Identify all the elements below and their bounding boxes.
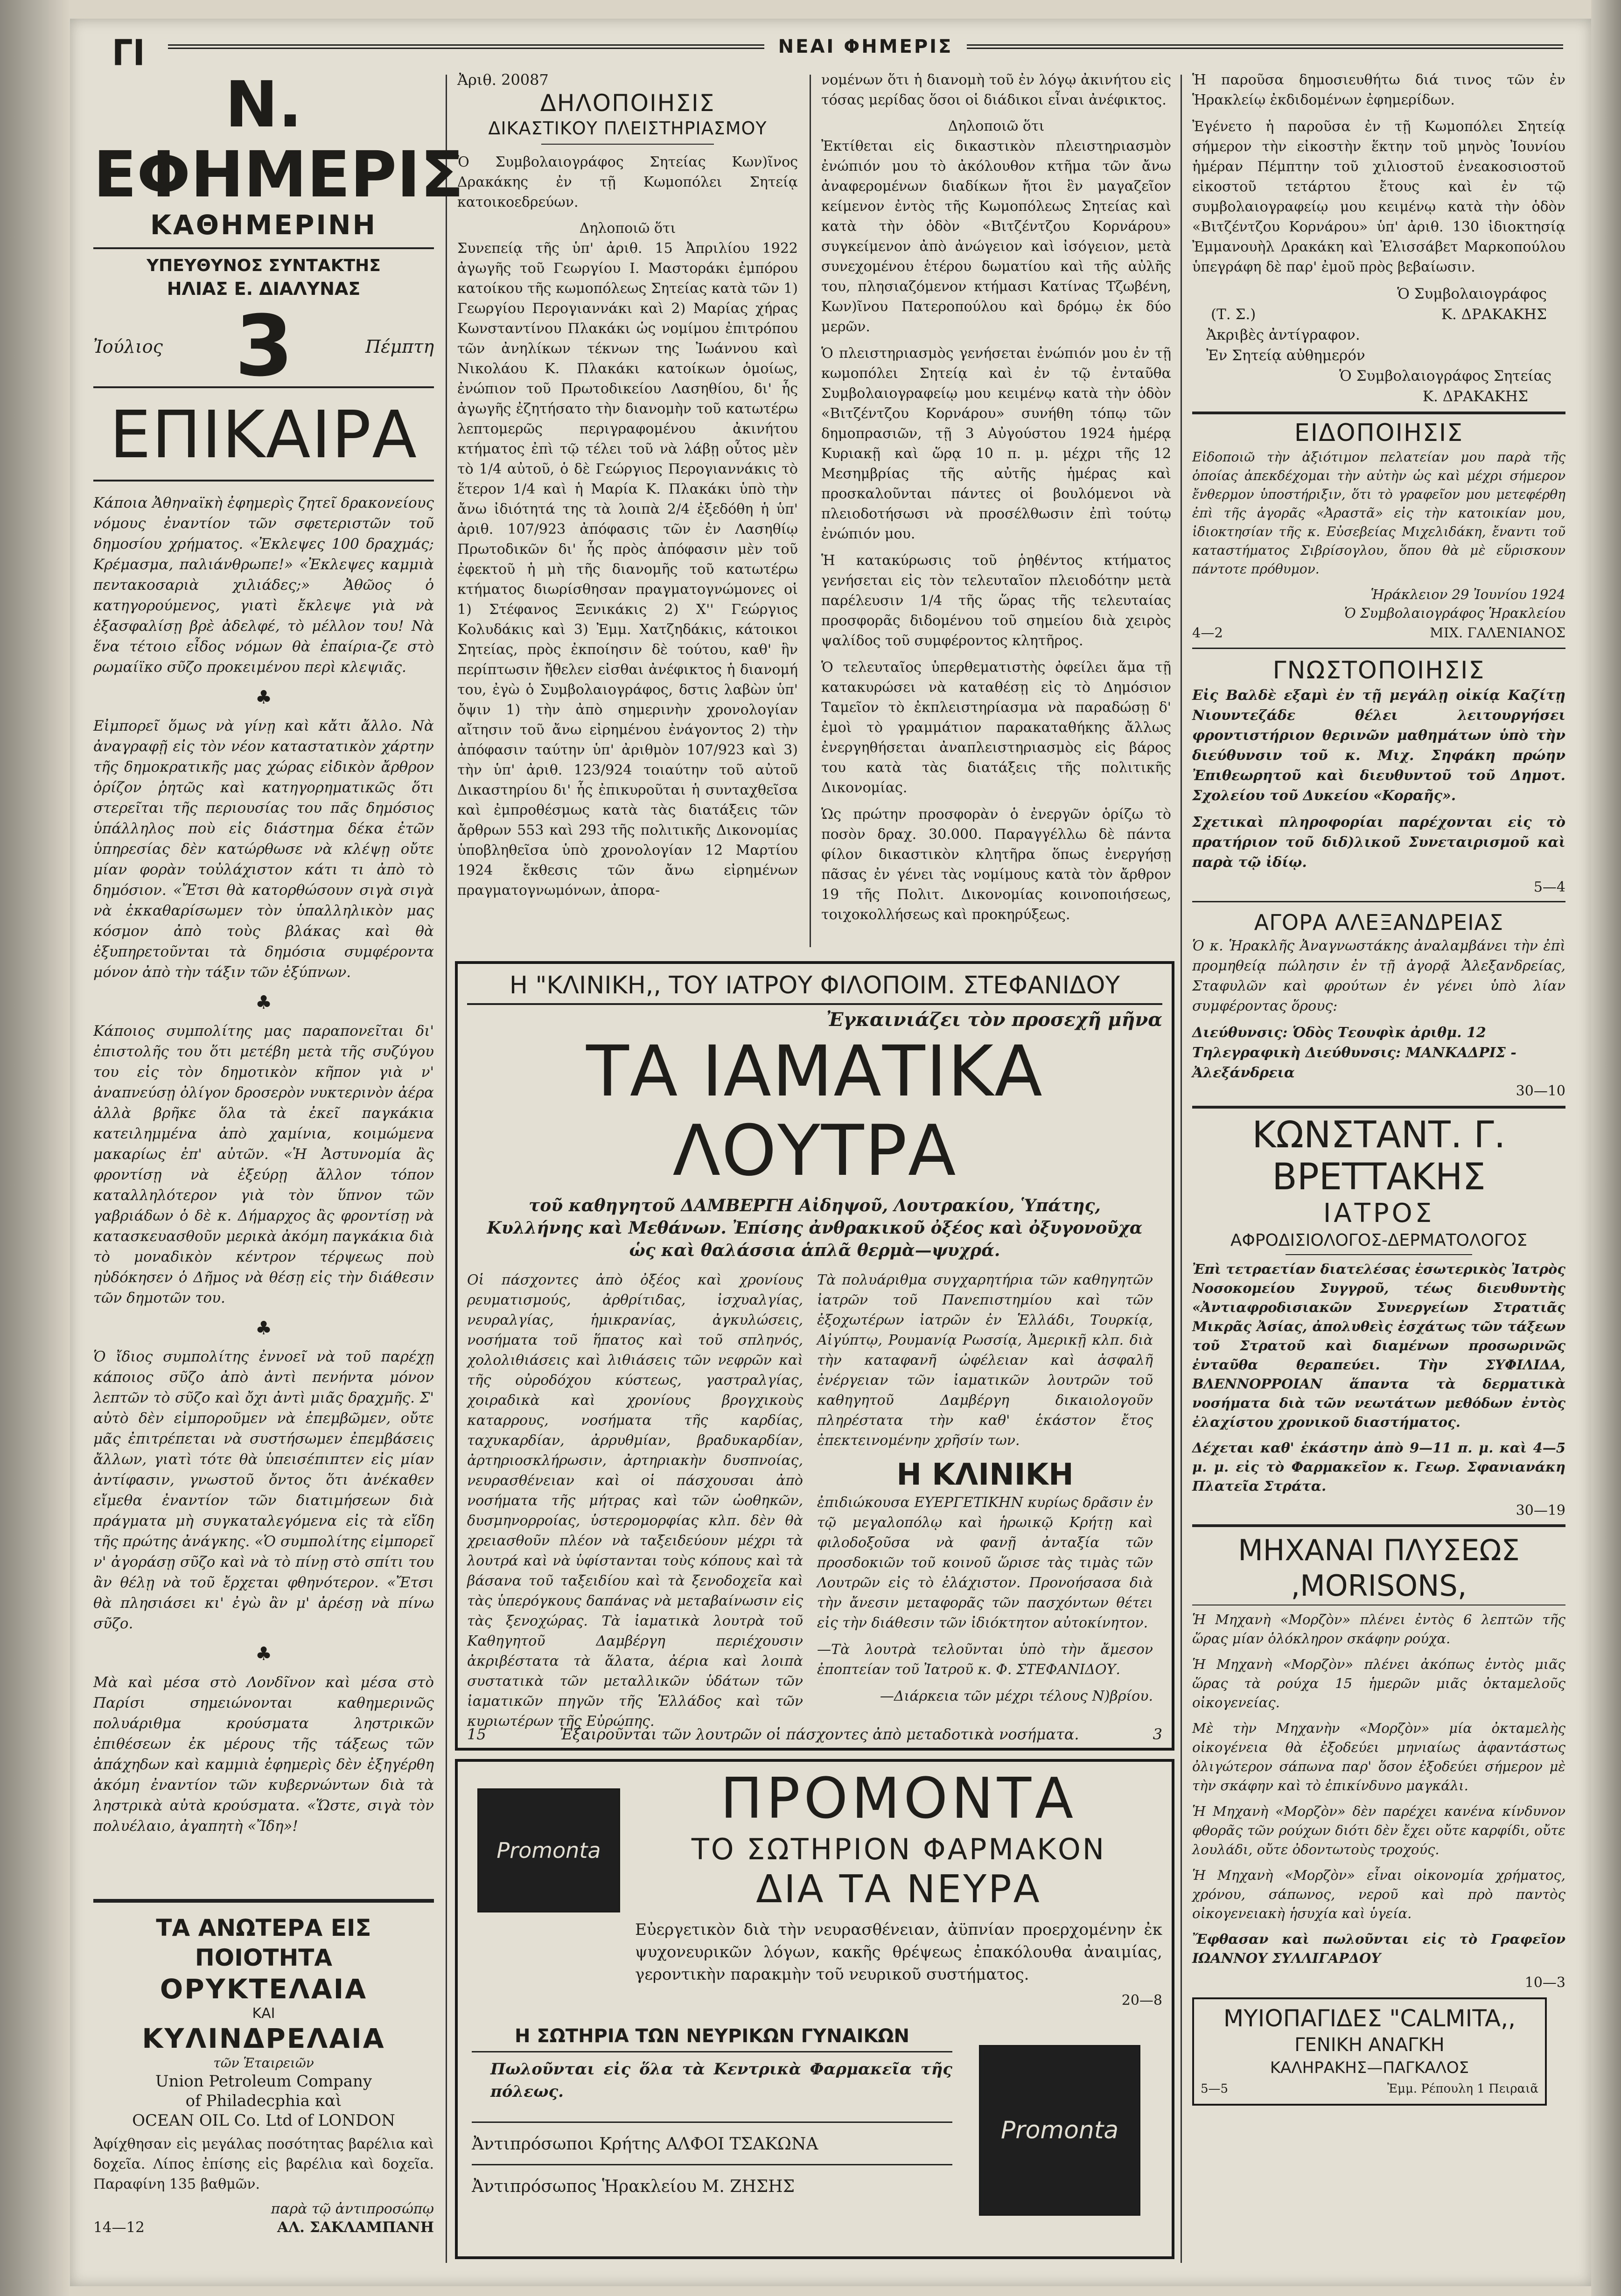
oil-and: ΚΑΙ	[252, 2005, 275, 2022]
signature-1	[1192, 304, 1565, 325]
eidopoiisis-text: Εἰδοποιῶ τὴν ἀξιότιμον πελατείαν μου παρὰ τῆς ὁποίας ἀπεκδέχομαι τὴν αὐτὴν ὡς καὶ μέχρι σήμερον ἔνθερμον ὑποστήριξιν, ὅτι τὸ γραφεῖον μου μετεφέρθη ἐπὶ τῆς ἀγορᾶς «Ἀραστᾶ» εἰς τὴν κατοικίαν μου, ἰδιοκτησίαν τῆς κ. Εὐσεβείας Μιχελιδάκη, ἔναντι τοῦ καταστήματος Σιβρίσογλου, ὅπου θὰ μὲ εὕρισκουν πάντοτε πρόθυμον.	[1192, 449, 1565, 577]
oil-code: 14—12	[93, 2219, 145, 2236]
oil-agent-label: παρὰ τῷ ἀντιπροσώπῳ	[271, 2201, 434, 2217]
gnostopoiisis-title: ΓΝΩΣΤΟΠΟΙΗΣΙΣ	[1272, 656, 1485, 684]
club-ornament: ♣	[255, 992, 272, 1013]
alexandria-text: Ὁ κ. Ἡρακλῆς Ἀναγνωστάκης ἀναλαμβάνει τὴν ἐπὶ προμηθείᾳ πώλησιν ἐν τῇ ἀγορᾷ Ἀλεξανδρείας, Σταφυλῶν καὶ φρούτων ἐν γένει ὑπὸ λίαν συμφέροντας ὅρους:	[1192, 938, 1565, 1014]
notice-declares-2: Δηλοποιῶ ὅτι	[948, 118, 1045, 134]
column-1	[93, 68, 464, 1843]
rule	[1192, 648, 1565, 649]
calmita-address: Ἐμμ. Ρέπουλη 1 Πειραιᾶ	[1387, 2082, 1538, 2096]
paper-name: Ν. ΕΦΗΜΕΡΙΣ	[93, 68, 464, 212]
oil-heading: ΤΑ ΑΝΩΤΕΡΑ ΕΙΣ ΠΟΙΟΤΗΤΑ	[156, 1914, 371, 1971]
date-month: Ἰούλιος	[93, 336, 163, 357]
column-rule-3	[1181, 75, 1182, 2263]
washing-machine-point-3: Μὲ τὴν Μηχανὴν «Μορζὸν» μία ὀκταμελὴς οἰκογένεια θὰ ἐξοδεύει μηνιαίως ἀφαντάστως ὀλιγώτερον σάπωνα παρ' ὅσον ἐξοδεύει σήμερον μὲ τὴν σκάφην καὶ τὸ ἐπικίνδυνο μαγκάλι.	[1192, 1720, 1565, 1794]
washing-machine-sale: Ἔφθασαν καὶ πωλοῦνται εἰς τὸ Γραφεῖον ΙΩΑΝΝΟΥ ΣΥΛΛΙΓΑΡΔΟΥ	[1192, 1931, 1565, 1966]
column-3	[821, 70, 1171, 931]
epikaira-paragraph-1: Κάποια Ἀθηναϊκὴ ἐφημερὶς ζητεῖ δρακονείους νόμους ἐναντίον τῶν σφετεριστῶν τοῦ δημοσίου χρήματος. «Ἐκλεψες 100 δραχμάς; Κρέμασμα, παλιάνθρωπε!» «Ἐκλεψες καμμιὰ πεντακοσαριὰ χιλιάδες;» Ἀθῶος ὁ κατηγορούμενος, γιατὶ ἔκλεψε γιὰ νὰ ἐξασφαλίσῃ βρὲ ἀδελφέ, τὸ μέλλον του! Νὰ ἕνα τέτοιο εἶδος νόμων θὰ ἐπαίρια-ζε στὸ ρωμαίϊκο σῦζο προκειμένου περὶ κλεψιᾶς.	[93, 495, 434, 676]
clinic-footer-code: 3	[1153, 1725, 1162, 1743]
promonta-advertisement	[455, 1759, 1174, 2259]
column-rule-1	[446, 75, 447, 2263]
eidopoiisis-date: Ἡράκλειον 29 Ἰουνίου 1924	[1370, 586, 1565, 602]
rule	[467, 1003, 1162, 1005]
epikaira-paragraph-5: Μὰ καὶ μέσα στὸ Λονδῖνον καὶ μέσα στὸ Παρίσι σημειώνονται καθημερινῶς πολυάριθμα κρούσματα ληστρικῶν ἐπιθέσεων ἐκ μέρους τῆς τάξεως τῶν ἀπάχηδων καὶ καμμιὰ ἐφημερὶς δὲν ἐξηγέρθη ἀκόμη ἐναντίον τῶν κυβερνώντων διὰ τὰ ληστρικὰ αὐτὰ κρούσματα. «Ὥστε, σιγὰ τὸν πολυέλαιο, ἀγαπητὴ «Ἴδη»!	[93, 1674, 434, 1835]
masthead-title: ΝΕΑΙ ΦΗΜΕΡΙΣ	[778, 36, 953, 57]
notice-closing: Ἐγένετο ἡ παροῦσα ἐν τῇ Κωμοπόλει Σητείᾳ σήμερον τὴν εἰκοστὴν ἕκτην τοῦ μηνὸς Ἰουνίου ἡμέραν Πέμπτην τοῦ χιλιοστοῦ ἐνεακοσιοστοῦ εἰκοστοῦ τετάρτου ἔτους καὶ ἐν τῷ συμβολαιογραφείῳ μου κειμένῳ κατὰ τὴν ὁδὸν «Βιτζέντζου Κορνάρου» ὑπ' ἀριθ. 130 ἰδιοκτησίᾳ Ἐμμανουὴλ Δρακάκη καὶ Ἐλισσάβετ Μαρκοπούλου ὑπεγράφη δὲ παρ' ἐμοῦ πρὸς βεβαίωσιν.	[1192, 119, 1565, 275]
masthead-corner: ΓΙ	[112, 31, 145, 74]
clinic-footer-text: Ἐξαιροῦνται τῶν λουτρῶν οἱ πάσχοντες ἀπὸ μεταδοτικὰ νοσήματα.	[559, 1725, 1079, 1743]
page-shadow-right	[1591, 0, 1621, 2296]
oil-advertisement	[93, 1899, 434, 2238]
signature-1-seal: (Τ. Σ.)	[1211, 306, 1256, 323]
rule	[541, 144, 714, 145]
oil-company-1: Union Petroleum Company	[155, 2072, 372, 2091]
doctor-code: 30—19	[1516, 1502, 1565, 1519]
promonta-sold: Πωλοῦνται εἰς ὅλα τὰ Κεντρικὰ Φαρμακεῖα τῆς πόλεως.	[490, 2060, 952, 2101]
notice-publication: Ἡ παροῦσα δημοσιευθήτω διά τινος τῶν ἐν Ἡρακλείῳ ἐκδιδομένων ἐφημερίδων.	[1192, 72, 1565, 108]
rule	[1192, 412, 1565, 414]
date-weekday: Πέμπτη	[365, 336, 434, 357]
promonta-text: Εὐεργετικὸν διὰ τὴν νευρασθένειαν, ἀϋπνίαν προερχομένην ἐκ ψυχονευρικῶν λόγων, κακῆς θρέψεως ἐπακόλουθα ἀναιμίας, γεροντικὴν παρακμὴν τοῦ νευρικοῦ συστήματος.	[635, 1920, 1162, 1984]
masthead	[47, 31, 1577, 74]
date-day: 3	[235, 298, 293, 395]
clinic-left-text: Οἱ πάσχοντες ἀπὸ ὀξέος καὶ χρονίους ρευματισμούς, ἀρθρίτιδας, ἰσχυαλγίας, νευραλγίας, ἡμικρανίας, ἀγκυλώσεις, νοσήματα τοῦ ἥπατος καὶ τοῦ σπληνός, χολολιθιάσεις καὶ λιθιάσεις τῶν νεφρῶν καὶ τῆς οὐροδόχου κύστεως, γαστραλγίας, χοιραδικὰ καὶ χρονίους βρογχικοὺς καταρρους, νοσήματα τῆς καρδίας, ταχυκαρδίαν, ἀρρυθμίαν, βραδυκαρδίαν, ἀρτηριοσκλήρωσιν, ἀρτηριακὴν δυσπνοίας, νευρασθένειαν καὶ οἱ πάσχουσαι ἀπὸ νοσήματα τῆς μήτρας καὶ τῶν ὠοθηκῶν, δυσμηνορροίας, ὑστερομορφίας κλπ. δὲν θὰ χρειασθοῦν πλέον νὰ ταξειδεύουν μέχρι τὰ λουτρά καὶ νὰ ὑφίστανται τοὺς κόπους καὶ τὰ βάσανα τοῦ ταξειδίου καὶ τὰ ξενοδοχεῖα καὶ τὰς ὑπερόγκους δαπάνας νὰ μεταβαίνωσιν εἰς τὰς ξενοχώρας. Τὰ ἰαματικὰ λουτρὰ τοῦ Καθηγητοῦ Δαμβέργη περιέχουσιν ἀκριβέστατα τὰ ἅλατα, ἀέρια καὶ λοιπὰ συστατικὰ τῶν μεταλλικῶν ὑδάτων τῶν ἰαματικῶν πηγῶν τῆς Ἑλλάδος καὶ τῶν κυριωτέρων τῆς Εὐρώπης.	[467, 1272, 803, 1730]
doctor-name: ΚΩΝΣΤΑΝΤ. Γ. ΒΡΕΤΤΑΚΗΣ	[1252, 1114, 1506, 1198]
doctor-hours: Δέχεται καθ' ἑκάστην ἀπὸ 9—11 π. μ. καὶ 4—5 μ. μ. εἰς τὸ Φαρμακεῖον κ. Γεωρ. Σφανιανάκη Πλατεῖα Στράτα.	[1192, 1440, 1565, 1494]
eidopoiisis-code: 4—2	[1192, 625, 1223, 641]
washing-machine-point-4: Ἡ Μηχανὴ «Μορζὸν» δὲν παρέχει κανένα κίνδυνον φθορᾶς τῶν ρούχων διότι δὲν ἔχει οὔτε καρφίδι, οὔτε λουλάδι, οὔτε ὀδοντωτοὺς τροχούς.	[1192, 1803, 1565, 1857]
oil-text: Ἀφίχθησαν εἰς μεγάλας ποσότητας βαρέλια καὶ δοχεῖα. Λίπος ἐπίσης εἰς βαρέλια καὶ δοχεῖα. Παραφίνη 135 βαθμῶν.	[93, 2136, 434, 2192]
clinic-klinik-text-3: —Διάρκεια τῶν μέχρι τέλους Ν)βρίου.	[880, 1688, 1153, 1704]
promonta-code: 20—8	[1121, 1992, 1162, 2009]
section-title: ΕΠΙΚΑΙΡΑ	[109, 397, 418, 473]
notice-continued: νομένων ὅτι ἡ διανομὴ τοῦ ἐν λόγῳ ἀκινήτου εἰς τόσας μερίδας ὅσοι οἱ διάδικοι εἶναι ἀνέφικτος.	[821, 72, 1171, 108]
oil-product-2: ΚΥΛΙΝΔΡΕΛΑΙΑ	[142, 2023, 385, 2054]
notice-paragraph-3: Ἡ κατακύρωσις τοῦ ῥηθέντος κτήματος γενήσεται εἰς τὸν τελευταῖον πλειοδότην μετὰ παρέλευσιν 1/4 τῆς ὥρας τῆς τελευταίας προσφορᾶς διδομένου τοῦ σημείου διὰ χειρὸς ψαλίδος τοῦ συμφέροντος κλητῆρος.	[821, 552, 1171, 649]
rule	[1192, 1524, 1565, 1527]
signature-1-role: Ὁ Συμβολαιογράφος	[1397, 286, 1547, 302]
promonta-saviour: Η ΣΩΤΗΡΙΑ ΤΩΝ ΝΕΥΡΙΚΩΝ ΓΥΝΑΙΚΩΝ	[515, 2025, 909, 2047]
promonta-title: ΠΡΟΜΟΝΤΑ	[720, 1766, 1077, 1831]
alexandria-code: 30—10	[1516, 1083, 1565, 1099]
date-row	[93, 298, 434, 395]
notice-paragraph-5: Ὡς πρώτην προσφορὰν ὁ ἐνεργῶν ὁρίζω τὸ ποσὸν δραχ. 30.000. Παραγγέλλω δὲ πάντα φίλον δικαστικὸν κλητῆρα ὅπως ἐνεργήσῃ πᾶσας ἐν γένει τὰς νομίμους κατὰ τὸν ἄρθρον 19 τῆς Πολιτ. Δικονομίας κοινοποιήσεως, τοιχοκολλήσεως καὶ προκηρύξεως.	[821, 806, 1171, 923]
promonta-bottle-top	[472, 1780, 626, 1920]
paper-subtitle: ΚΑΘΗΜΕΡΙΝΗ	[150, 209, 377, 241]
clinic-subtitle: τοῦ καθηγητοῦ ΔΑΜΒΕΡΓΗ Αἰδηψοῦ, Λουτρακίου, Ὑπάτης, Κυλλήνης καὶ Μεθάνων. Ἐπίσης ἀνθρακικοῦ ὀξέος καὶ ὀξυγονοῦχα ὡς καὶ θαλάσσια ἁπλᾶ θερμὰ—ψυχρά.	[487, 1196, 1143, 1260]
oil-footer	[93, 2217, 434, 2238]
epikaira-paragraph-2: Εἰμπορεῖ ὅμως νὰ γίνῃ καὶ κἄτι ἄλλο. Νὰ ἀναγραφῇ εἰς τὸν νέον καταστατικὸν χάρτην τῆς δημοκρατικῆς μας χώρας εἰδικὸν ἄρθρον ὁρίζον ῥητῶς καὶ κατηγορηματικῶς ὅτι στερεῖται τῆς περιουσίας του πᾶς δημόσιος ὑπάλληλος ποὺ εἰς διάστημα δέκα ἐτῶν ὑπηρεσίας δὲν κατώρθωσε νὰ κλέψῃ οὔτε μίαν φορὰν τοὐλάχιστον κάτι τι ἀπὸ τὸ δημόσιον. «Ἔτσι θὰ κατορθώσουν σιγὰ σιγὰ νὰ ἐκκαθαρίσωμεν τὸν ὑπαλληλικὸν μας κόσμον ἀπὸ τοὺς βλάκας καὶ θὰ ἐξυπηρετοῦνται τὰ δημόσια συμφέροντα μόνον ἀπὸ τὴν τάξιν τῶν ἐξύπνων.	[93, 718, 434, 981]
gnostopoiisis-text: Εἰς Βαλδὲ εξαμὶ ἐν τῇ μεγάλῃ οἰκίᾳ Καζίτῃ Νιουντεζάδε θέλει λειτουργήσει φροντιστήριον θερινῶν μαθημάτων ὑπὸ τὴν διεύθυνσιν τοῦ κ. Μιχ. Σηφάκη πρώην Ἐπιθεωρητοῦ καὶ διευθυντοῦ τοῦ Δημοτ. Σχολείου τοῦ Δυκείου «Κοραῆς».	[1192, 687, 1565, 804]
rule	[472, 2051, 952, 2052]
rule	[1286, 1254, 1472, 1255]
editor-title: ΥΠΕΥΘΥΝΟΣ ΣΥΝΤΑΚΤΗΣ	[147, 256, 381, 275]
promonta-package-icon: Promonta	[477, 1788, 620, 1912]
eidopoiisis-name: ΜΙΧ. ΓΑΛΕΝΙΑΝΟΣ	[1430, 625, 1565, 641]
rule	[93, 1899, 434, 1903]
promonta-bottle-bottom	[971, 2032, 1148, 2228]
epikaira-paragraph-3: Κάποιος συμπολίτης μας παραπονεῖται δι' ἐπιστολῆς του ὅτι μετέβη μετὰ τῆς συζύγου του εἰς τὸν δημοτικὸν κῆπον γιὰ ν' ἀναπνεύσῃ ὀλίγον δροσερὸν νυκτερινὸν ἀέρα ἀλλὰ βρῆκε ὅλα τὰ ἐκεῖ παγκάκια κατειλημμένα ἀπὸ χαμίνια, κοιμώμενα μακαρίως ἐπ' αὐτῶν. «Ἡ Ἀστυνομία ἂς φροντίσῃ νὰ ἐξεύρῃ ἄλλον τόπον καταλληλότερον γιὰ τὸν ὕπνον τῶν γαβριάδων ὁ δὲ κ. Δήμαρχος ἂς φροντίσῃ νὰ κατασκευασθοῦν μερικὰ ἀκόμη παγκάκια διὰ τὸ μοναδικὸν κέντρον τέρψεως ποὺ ηὐδόκησεν ὁ Δῆμος νὰ θέσῃ εἰς τὴν διάθεσιν τῶν δημοτῶν του.	[93, 1023, 434, 1306]
oil-from: τῶν Ἑταιρειῶν	[213, 2055, 314, 2071]
alexandria-address: Διεύθυνσις: Ὁδὸς Τεουφὶκ ἀριθμ. 12	[1192, 1025, 1486, 1041]
oil-agent: ΑΛ. ΣΑΚΛΑΜΠΑΝΗ	[277, 2219, 434, 2236]
calmita-subtitle: ΓΕΝΙΚΗ ΑΝΑΓΚΗ	[1294, 2034, 1445, 2056]
promonta-crete-agents: Ἀντιπρόσωποι Κρήτης ΑΛΦΟΙ ΤΣΑΚΩΝΑ	[472, 2135, 818, 2154]
notice-declares: Δηλοποιῶ ὅτι	[579, 220, 676, 237]
clinic-recommends: Ἐγκαινιάζει τὸν προσεχῆ μῆνα	[826, 1009, 1162, 1031]
masthead-rule-left	[168, 44, 764, 49]
clinic-footer-number: 15	[467, 1725, 486, 1743]
calmita-advertisement	[1192, 1997, 1547, 2106]
club-ornament: ♣	[255, 1643, 272, 1665]
promonta-line-2: ΔΙΑ ΤΑ ΝΕΥΡΑ	[756, 1867, 1041, 1912]
clinic-klinik-title: Η ΚΛΙΝΙΚΗ	[896, 1458, 1074, 1492]
eidopoiisis-title: ΕΙΔΟΠΟΙΗΣΙΣ	[1294, 419, 1464, 447]
washing-machine-code: 10—3	[1524, 1975, 1565, 1991]
clinic-header: Η "ΚΛΙΝΙΚΗ,, ΤΟΥ ΙΑΤΡΟΥ ΦΙΛΟΠΟΙΜ. ΣΤΕΦΑΝΙΔΟΥ	[509, 971, 1120, 999]
calmita-seller: ΚΑΛΗΡΑΚΗΣ—ΠΑΓΚΑΛΟΣ	[1270, 2059, 1469, 2077]
clinic-klinik-text: ἐπιδιώκουσα ΕΥΕΡΓΕΤΙΚΗΝ κυρίως δρᾶσιν ἐν τῷ μεγαλοπόλῳ καὶ ἡρωικῷ Κρήτῃ καὶ φιλοδοξοῦσα νὰ φανῇ ἀνταξία τῶν προσδοκιῶν τοῦ κοινοῦ ὥρισε τὰς τιμὰς τῶν Λουτρῶν εἰς τὸ ἐλάχιστον. Προνοήσασα διὰ τὴν ἄνεσιν μεταφορᾶς τῶν πασχόντων θέτει εἰς τὴν διάθεσιν τῶν ἰδιόκτητον αὐτοκίνητον.	[817, 1494, 1153, 1631]
washing-machine-point-2: Ἡ Μηχανὴ «Μορζὸν» πλένει ἀκόπως ἐντὸς μιᾶς ὥρας τὰ ρούχα 15 ἡμερῶν μιᾶς ὀκταμελοῦς οἰκογενείας.	[1192, 1656, 1565, 1710]
epikaira-paragraph-4: Ὁ ἴδιος συμπολίτης ἐννοεῖ νὰ τοῦ παρέχῃ κάποιος σῦζο ἀπὸ ἀντὶ πενήντα μόνον λεπτῶν τὸ σῦζο καὶ ὄχι ἀντὶ μιᾶς δραχμῆς. Σ' αὐτὸ δὲν εἰμποροῦμεν νὰ ἐπεμβῶμεν, οὔτε μᾶς ἐπιτρέπεται νὰ συστήσωμεν ἐπεμβάσεις ἄλλων, γιατὶ τότε θὰ ὑπεισέπιπτεν εἰς μίαν ἀντίφασιν, γνωστοῦ ὄντος ὅτι ἀνέκαθεν εἴμεθα ἐναντίον τῶν διατιμήσεων διὰ πράγματα μὴ συγκαταλεγόμενα εἰς τὰ εἴδη τῆς πρώτης ἀνάγκης. «Ὁ συμπολίτης εἰμπορεῖ ν' ἀγοράσῃ σῦζο καὶ νὰ τὸ πίνῃ στὸ σπίτι του ἂν θέλῃ νὰ τοῦ ἔρχεται φθηνότερον. «Ἔτσι θὰ πλησιάσει κι' ἐγὼ ἂν μ' ἀρέσῃ νὰ πίνω σῦζο.	[93, 1348, 434, 1632]
rule	[1192, 1106, 1565, 1109]
column-rule-2	[810, 75, 811, 947]
doctor-title: ΙΑΤΡΟΣ	[1323, 1198, 1435, 1228]
notice-title: ΔΗΛΟΠΟΙΗΣΙΣ	[540, 90, 715, 117]
promonta-package-icon: Promonta	[979, 2045, 1140, 2216]
alexandria-title: ΑΓΟΡΑ ΑΛΕΞΑΝΔΡΕΙΑΣ	[1254, 910, 1504, 935]
clinic-klinik-text-2: —Τὰ λουτρὰ τελοῦνται ὑπὸ τὴν ἄμεσον ἐποπτείαν τοῦ Ἰατροῦ κ. Φ. ΣΤΕΦΑΝΙΔΟΥ.	[817, 1641, 1153, 1678]
clinic-right-text: Τὰ πολυάριθμα συγχαρητήρια τῶν καθηγητῶν ἰατρῶν τοῦ Πανεπιστημίου καὶ τῶν ἐξοχωτέρων ἰατρῶν ἐν Ἑλλάδι, Τουρκίᾳ, Αἰγύπτῳ, Ρουμανίᾳ Ρωσσίᾳ, Ἀμερικῇ κλπ. διὰ τὴν καταφανῆ ὠφέλειαν καὶ ἀσφαλῆ ἐνέργειαν τῶν ἰαματικῶν λουτρῶν τοῦ καθηγητοῦ Δαμβέργη δικαιολογοῦν πληρέστατα τὴν καθ' ἑκάστον ἔτος ἐπεκτεινομένην χρῆσίν των.	[817, 1272, 1153, 1449]
club-ornament: ♣	[255, 1318, 272, 1339]
rule	[93, 480, 434, 482]
doctor-text: Ἐπὶ τετραετίαν διατελέσας ἐσωτερικὸς Ἰατρὸς Νοσοκομείου Συγγροῦ, τέως διευθυντὴς «Ἀντιαφροδισιακῶν Συνεργείων Στρατιᾶς Μικρᾶς Ἀσίας, ἀπολυθεὶς ἐσχάτως τῶν τάξεων τοῦ Στρατοῦ καὶ διαμένων προσωρινῶς ἐνταῦθα θεραπεύει. Τὴν ΣΥΦΙΛΙΔΑ, ΒΛΕΝΝΟΡΡΟΙΑΝ ἅπαντα τὰ δερματικὰ νοσήματα διὰ τῶν νεωτάτων μεθόδων ἐντὸς ἐλαχίστου χρονικοῦ διαστήματος.	[1192, 1261, 1565, 1430]
editor-name: ΗΛΙΑΣ Ε. ΔΙΑΛΥΝΑΣ	[167, 279, 361, 299]
gnostopoiisis-text-2: Σχετικαὶ πληροφορίαι παρέχονται εἰς τὸ πρατήριον τοῦ διδ)λικοῦ Συνεταιρισμοῦ καὶ παρὰ τῷ ἰδίῳ.	[1192, 814, 1565, 871]
signature-1-name: Κ. ΔΡΑΚΑΚΗΣ	[1441, 306, 1547, 323]
gnostopoiisis-code: 5—4	[1533, 879, 1565, 895]
rule	[472, 2122, 952, 2123]
clinic-columns	[467, 1270, 1162, 1738]
copy-line-2: Ἐν Σητείᾳ αὐθημερόν	[1206, 347, 1365, 364]
column-4	[1192, 70, 1565, 2106]
signature-2-name: Κ. ΔΡΑΚΑΚΗΣ	[1422, 388, 1528, 405]
notice-subtitle: ΔΙΚΑΣΤΙΚΟΥ ΠΛΕΙΣΤΗΡΙΑΣΜΟΥ	[488, 118, 767, 139]
notice-intro: Ὁ Συμβολαιογράφος Σητείας Κων)ῖνος Δρακάκης ἐν τῇ Κωμοπόλει Σητείᾳ κατοικοεδρεύων.	[457, 154, 798, 210]
notice-number: Ἀριθ. 20087	[457, 71, 549, 89]
clinic-left-column	[467, 1270, 803, 1738]
oil-product-1: ΟΡΥΚΤΕΛΑΙΑ	[160, 1973, 368, 2005]
washing-machine-title: ΜΗΧΑΝΑΙ ΠΛΥΣΕΩΣ ,MORISONS,	[1238, 1533, 1520, 1603]
calmita-title: ΜΥΙΟΠΑΓΙΔΕΣ "CALMITA,,	[1223, 2005, 1516, 2032]
washing-machine-point-5: Ἡ Μηχανὴ «Μορζὸν» εἶναι οἰκονομία χρήματος, χρόνου, σάπωνος, νεροῦ καὶ πρὸ παντὸς οἰκογενειακὴ ἡσυχία καὶ ὑγεία.	[1192, 1867, 1565, 1921]
masthead-rule-right	[967, 44, 1563, 49]
eidopoiisis-role: Ὁ Συμβολαιογράφος Ἡρακλείου	[1344, 605, 1565, 621]
promonta-line-1: ΤΟ ΣΩΤΗΡΙΟΝ ΦΑΡΜΑΚΟΝ	[691, 1832, 1106, 1866]
alexandria-telegraph: Τηλεγραφικὴ Διεύθυνσις: ΜΑΝΚΑΔΡΙΣ - Ἀλεξάνδρεια	[1192, 1045, 1516, 1081]
doctor-specialty: ΑΦΡΟΔΙΣΙΟΛΟΓΟΣ-ΔΕΡΜΑΤΟΛΟΓΟΣ	[1230, 1231, 1528, 1250]
signature-2-role: Ὁ Συμβολαιογράφος Σητείας	[1339, 368, 1551, 384]
oil-company-3: OCEAN OIL Co. Ltd of LONDON	[132, 2111, 395, 2130]
notice-body: Συνεπείᾳ τῆς ὑπ' ἀριθ. 15 Ἀπριλίου 1922 ἀγωγῆς τοῦ Γεωργίου Ι. Μαστοράκι ἐμπόρου κατοίκου τῆς κωμοπόλεως Σητείας κατὰ τῶν 1) Γεωργίου Περογιαννάκι καὶ 2) Μαρίας χήρας Κωνσταντίνου Πλακάκι ὡς νομίμου ἐπιτρόπου τῶν ἀνηλίκων τέκνων της Ἰωάννου καὶ Νικολάου Κ. Πλακάκι κατοίκων ὁμοίως, ἐνώπιον τοῦ Πρωτοδικείου Λασηθίου, δι' ἧς ἀγωγῆς ἐζητήσατο τὴν διανομὴν τοῦ κατωτέρω λεπτομερῶς περιγραφομένου ἀκινήτου κτήματος ἐπὶ τῷ τέλει τοῦ νὰ λάβῃ οὗτος μὲν τὸ 1/4 αὐτοῦ, ὁ δὲ Γεώργιος Περογιαννάκις τὸ ἕτερον 1/4 καὶ ἡ Μαρία Κ. Πλακάκι ὑπὸ τὴν ἄνω ἰδιότητά της τὰ λοιπὰ 2/4 ἐξεδόθη ἡ ὑπ' ἀριθ. 107/923 ἀπόφασις τῶν ἐν Λασηθίῳ Πρωτοδικῶν δι' ἧς πρὸς ἀπόφασιν μὲν τοῦ ἐφεκτοῦ ἡ μὴ τῆς διανομῆς τοῦ κατωτέρω κτήματος διωρίσθησαν πραγματογνώμονες οἱ 1) Στέφανος Ξενικάκις 2) Χ'' Γεώργιος Κολυδάκις καὶ 3) Ἐμμ. Χατζηδάκις, κάτοικοι Σητείας, πρὸς ἐκποίησιν δὲ τούτου, καθ' ἣν περίπτωσιν ἤθελεν εἰσθαι ἀνέφικτος ἡ διανομή του, ἐγὼ ὁ Συμβολαιογράφος, δστις λαβὼν ὑπ' ὄψιν 1) τὴν ἀπὸ σημερινὴν χρονολογίαν αἴτησιν τοῦ ἄνω εἰρημένου ἐνάγοντος 2) τὴν ἀπόφασιν ταύτην ὑπ' ἀριθμὸν 107/923 καὶ 3) τὴν ὑπ' ἀριθ. 123/924 τοιαύτην τοῦ αὐτοῦ Δικαστηρίου δι' ἧς ἐπικυροῦται ἡ συνταχθεῖσα καὶ ἐμπροθέσμως κατὰ τὰς διατάξεις τῶν ἄρθρων 553 καὶ 293 τῆς πολιτικῆς Δικονομίας ὑποβληθεῖσα ὑπὸ χρονολογίαν 12 Μαρτίου 1924 ἔκθεσις τῶν ἄνω εἰρημένων πραγματογνωμόνων, ἀπορα-	[457, 240, 798, 899]
eidopoiisis-footer	[1192, 622, 1565, 643]
notice-paragraph-1: Ἐκτίθεται εἰς δικαστικὸν πλειστηριασμὸν ἐνώπιόν μου τὸ ἀκόλουθον κτῆμα τῶν ἄνω ἀναφερομένων διαδίκων ἤτοι ἓν μαγαζεῖον κείμενον ἐντὸς τῆς Κωμοπόλεως Σητείας καὶ κατὰ τὴν ὁδὸν «Βιτζέντζου Κορνάρου» συγκείμενον ἀπὸ ἀνώγειον καὶ ἰσόγειον, μετὰ συνεχομένου ἑτέρου δωματίου καὶ τῆς αὐλῆς του, πλησιαζόμενον κτήμασι Κατίνας Τζωβένη, Κων)ῖνου Πατεροπούλου καὶ δρόμῳ ἐκ δύο μερῶν.	[821, 138, 1171, 335]
column-2	[457, 70, 798, 907]
calmita-code: 5—5	[1201, 2082, 1229, 2096]
calmita-footer	[1201, 2079, 1538, 2099]
rule	[472, 2164, 952, 2165]
copy-line-1: Ἀκριβὲς ἀντίγραφον.	[1206, 327, 1360, 343]
club-ornament: ♣	[255, 687, 272, 708]
clinic-right-column	[817, 1270, 1153, 1738]
washing-machine-point-1: Ἡ Μηχανὴ «Μορζὸν» πλένει ἐντὸς 6 λεπτῶν τῆς ὥρας μίαν ὁλόκληρον σκάφην ρούχα.	[1192, 1612, 1565, 1647]
clinic-footer	[467, 1725, 1162, 1743]
promonta-heraklion-agent: Ἀντιπρόσωπος Ἡρακλείου Μ. ΖΗΣΗΣ	[472, 2177, 795, 2196]
clinic-main-title: ΤΑ ΙΑΜΑΤΙΚΑ ΛΟΥΤΡΑ	[586, 1031, 1043, 1192]
rule	[1192, 901, 1565, 902]
oil-company-2: of Philadecphia καὶ	[185, 2092, 342, 2110]
page-shadow-left	[0, 0, 70, 2296]
clinic-advertisement	[455, 961, 1174, 1751]
rule	[93, 247, 434, 249]
notice-paragraph-4: Ὁ τελευταῖος ὑπερθεματιστὴς ὀφείλει ἅμα τῇ κατακυρώσει νὰ καταθέσῃ εἰς τὸ Δημόσιον Ταμεῖον τὸ ἐκπλειστηρίασμα νὰ παραδώσῃ δ' ἐμοὶ τὸ γραμμάτιον παρακαταθήκης ἄλλως ἐνεργηθήσεται ἀναπλειστηριασμὸς εἰς βάρος του κατὰ τὰς διατάξεις τῆς πολιτικῆς Δικονομίας.	[821, 659, 1171, 796]
notice-paragraph-2: Ὁ πλειστηριασμὸς γενήσεται ἐνώπιόν μου ἐν τῇ κωμοπόλει Σητείᾳ καὶ ἐν τῷ ἐνταῦθα Συμβολαιογραφείῳ μου κειμένῳ κατὰ τὴν ὁδὸν «Βιτζέντζου Κορνάρου» συνήθη τόπῳ τῶν δημοπρασιῶν, τῇ 3 Αὐγούστου 1924 ἡμέρᾳ Κυριακῇ καὶ ὥρᾳ 10 π. μ. μέχρι τῆς 12 Μεσημβρίας τῆς αὐτῆς ἡμέρας καὶ προσκαλοῦνται πάντες οἱ βουλόμενοι νὰ πλειοδοτήσωσι νὰ προσέλθωσιν ἐπὶ τούτῳ ἐνώπιόν μου.	[821, 345, 1171, 542]
